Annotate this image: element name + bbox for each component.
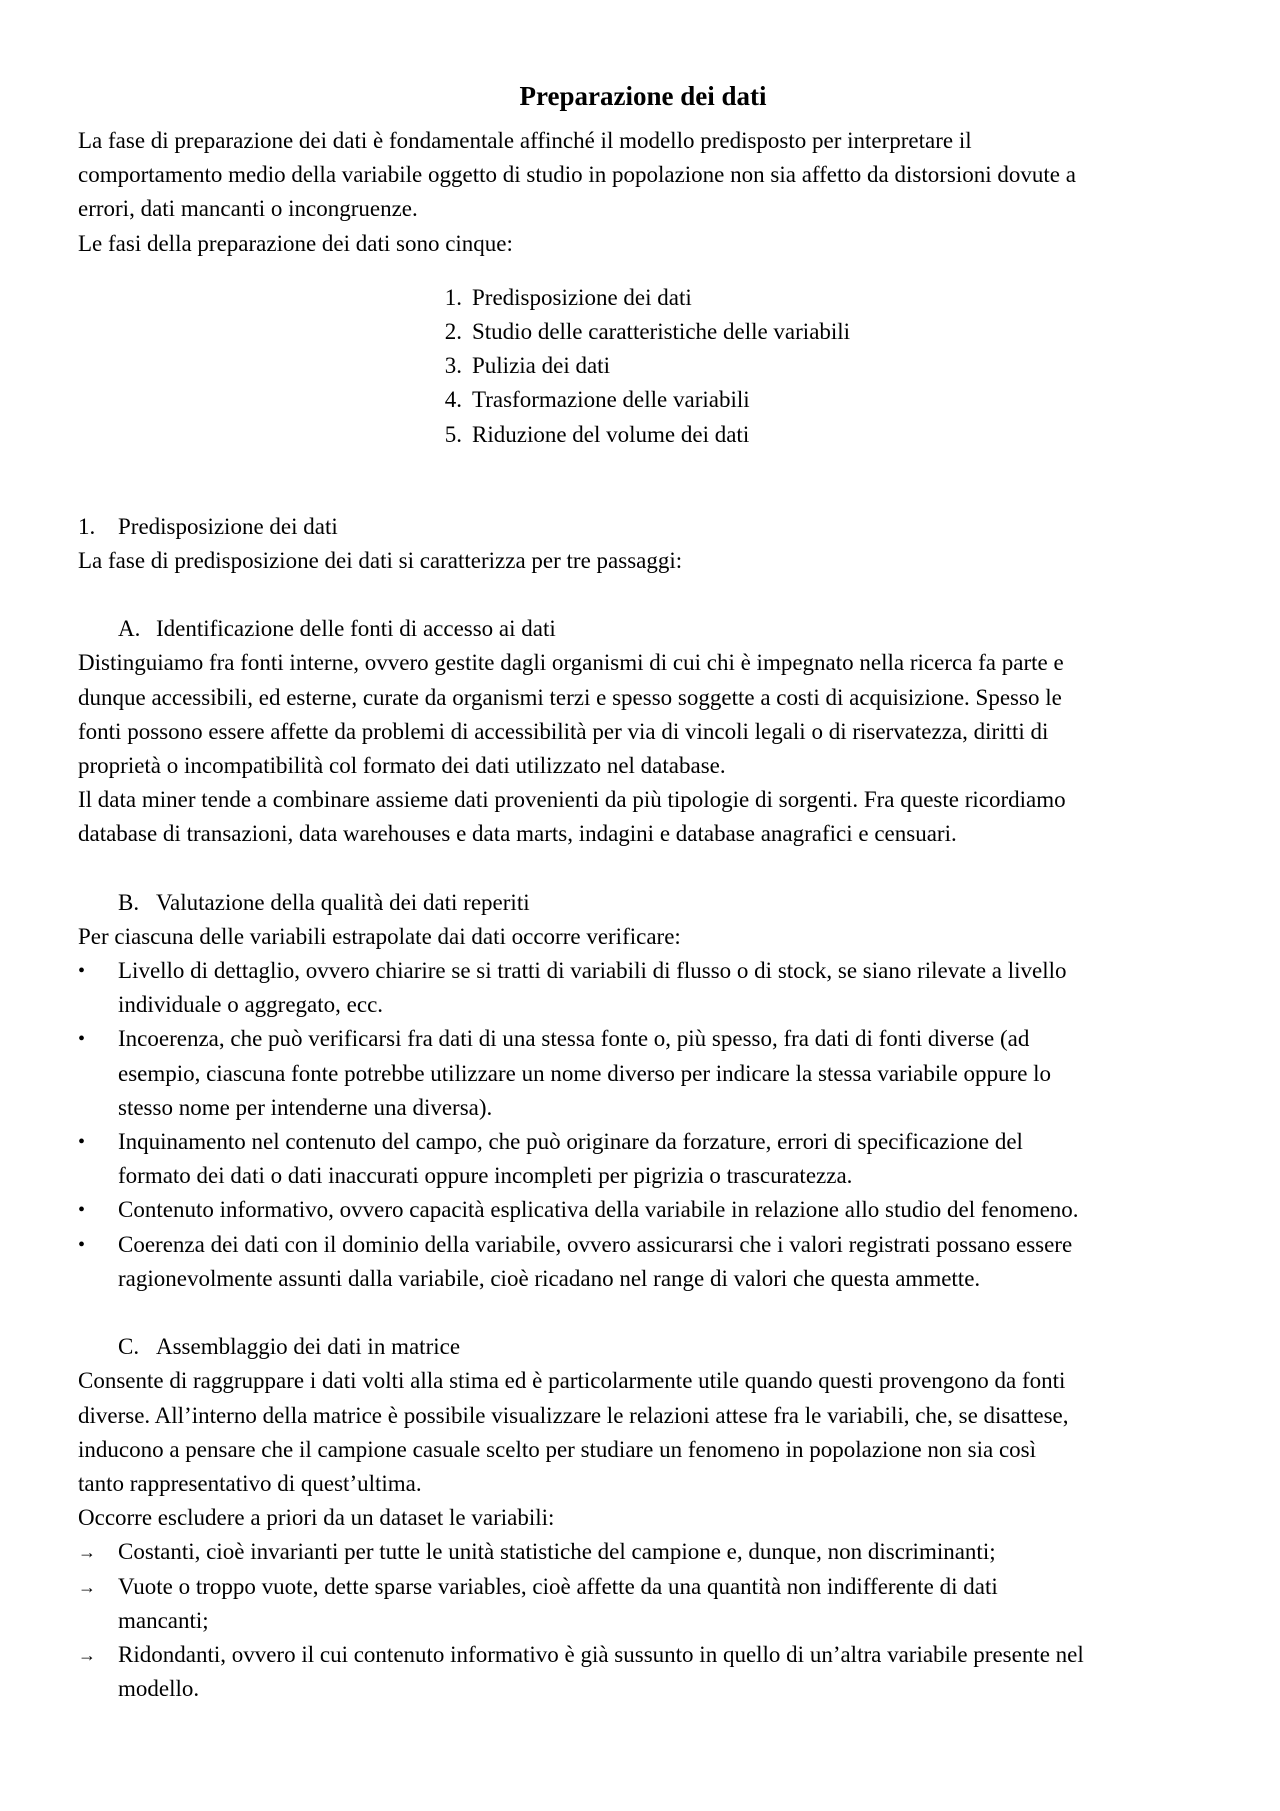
phase-label: Predisposizione dei dati — [472, 284, 692, 310]
paragraph-line: dunque accessibili, ed esterne, curate da organismi terzi e spesso soggette a costi di acquisizione. Spesso le — [78, 684, 1062, 710]
list-item-line: esempio, ciascuna fonte potrebbe utilizzare un nome diverso per indicare la stessa variabile oppure lo — [118, 1060, 1052, 1086]
quality-checks-list — [78, 954, 1208, 1296]
paragraph-line: Occorre escludere a priori da un dataset le variabili: — [78, 1505, 555, 1531]
section-intro: La fase di predisposizione dei dati si caratterizza per tre passaggi: — [78, 548, 683, 574]
phase-item — [422, 315, 1208, 349]
paragraph-line: database di transazioni, data warehouses e data marts, indagini e database anagrafici e censuari. — [78, 821, 957, 847]
subsection-intro: Per ciascuna delle variabili estrapolate dai dati occorre verificare: — [78, 923, 681, 949]
phase-number: 1. — [444, 284, 462, 310]
bullet-icon: • — [78, 1199, 86, 1222]
phase-number: 2. — [444, 319, 462, 345]
list-item-line: mancanti; — [118, 1607, 209, 1633]
section-title: Predisposizione dei dati — [118, 513, 338, 539]
list-item — [78, 954, 1208, 1022]
subsection-heading-b — [78, 886, 1208, 920]
list-item — [78, 1022, 1208, 1125]
paragraph-line: Il data miner tende a combinare assieme dati provenienti da più tipologie di sorgenti. Fra queste ricordiamo — [78, 787, 1066, 813]
phase-label: Riduzione del volume dei dati — [472, 421, 750, 447]
paragraph-line: tanto rappresentativo di quest’ultima. — [78, 1470, 422, 1496]
phase-number: 5. — [444, 421, 462, 447]
bullet-icon: • — [78, 1233, 86, 1256]
bullet-icon: • — [78, 1131, 86, 1154]
list-item — [78, 1228, 1208, 1296]
bullet-icon: • — [78, 960, 86, 983]
subsection-heading-c — [78, 1330, 1208, 1364]
bullet-icon: • — [78, 1028, 86, 1051]
phases-list — [422, 281, 1208, 452]
phase-item — [422, 383, 1208, 417]
paragraph-line: diverse. All’interno della matrice è possibile visualizzare le relazioni attese fra le variabili, che, se disattese, — [78, 1402, 1069, 1428]
list-item-line: Costanti, cioè invarianti per tutte le unità statistiche del campione e, dunque, non discriminanti; — [118, 1539, 996, 1565]
arrow-right-icon: → — [78, 1542, 96, 1563]
phase-number: 4. — [444, 387, 462, 413]
phase-label: Pulizia dei dati — [472, 353, 610, 379]
section-heading — [78, 510, 1208, 544]
excluded-variables-list — [78, 1535, 1208, 1706]
subsection-title: Valutazione della qualità dei dati reperiti — [156, 889, 530, 915]
paragraph-line: Distinguiamo fra fonti interne, ovvero gestite dagli organismi di cui chi è impegnato nella ricerca fa parte e — [78, 650, 1064, 676]
intro-line: comportamento medio della variabile oggetto di studio in popolazione non sia affetto da distorsioni dovute a — [78, 162, 1076, 188]
phase-label: Trasformazione delle variabili — [472, 387, 750, 413]
list-item-line: ragionevolmente assunti dalla variabile, cioè ricadano nel range di valori che questa ammette. — [118, 1265, 981, 1291]
paragraph-line: fonti possono essere affette da problemi di accessibilità per via di vincoli legali o di riservatezza, diritti di — [78, 718, 1049, 744]
list-item — [78, 1535, 1208, 1569]
intro-line: La fase di preparazione dei dati è fondamentale affinché il modello predisposto per interpretare il — [78, 128, 972, 153]
list-item-line: Contenuto informativo, ovvero capacità esplicativa della variabile in relazione allo studio del fenomeno. — [118, 1197, 1079, 1223]
paragraph-line: Consente di raggruppare i dati volti alla stima ed è particolarmente utile quando questi provengono da fonti — [78, 1368, 1066, 1394]
list-item-line: formato dei dati o dati inaccurati oppure incompleti per pigrizia o trascuratezza. — [118, 1163, 853, 1189]
list-item — [78, 1570, 1208, 1638]
arrow-right-icon: → — [78, 1644, 96, 1665]
phase-item — [422, 349, 1208, 383]
list-item-line: Coerenza dei dati con il dominio della variabile, ovvero assicurarsi che i valori registrati possano essere — [118, 1231, 1073, 1257]
phase-item — [422, 418, 1208, 452]
paragraph-line: inducono a pensare che il campione casuale scelto per studiare un fenomeno in popolazione non sia così — [78, 1436, 1037, 1462]
list-item-line: Ridondanti, ovvero il cui contenuto informativo è già sussunto in quello di un’altra variabile presente nel — [118, 1641, 1084, 1667]
intro-line: errori, dati mancanti o incongruenze. — [78, 196, 418, 222]
intro-line: Le fasi della preparazione dei dati sono cinque: — [78, 230, 513, 256]
phase-item — [422, 281, 1208, 315]
section-number: 1. — [78, 513, 96, 539]
list-item-line: Livello di dettaglio, ovvero chiarire se si tratti di variabili di flusso o di stock, se siano rilevate a livello — [118, 958, 1067, 984]
subsection-heading-a — [78, 612, 1208, 646]
list-item — [78, 1638, 1208, 1706]
list-item-line: modello. — [118, 1676, 200, 1702]
page-title: Preparazione dei dati — [519, 81, 767, 111]
subsection-letter: B. — [118, 889, 140, 915]
paragraph-line: proprietà o incompatibilità col formato dei dati utilizzato nel database. — [78, 753, 726, 779]
list-item — [78, 1193, 1208, 1227]
list-item-line: individuale o aggregato, ecc. — [118, 992, 384, 1018]
list-item-line: Incoerenza, che può verificarsi fra dati di una stessa fonte o, più spesso, fra dati di fonti diverse (ad — [118, 1026, 1030, 1052]
phase-number: 3. — [444, 353, 462, 379]
list-item-line: Vuote o troppo vuote, dette sparse variables, cioè affette da una quantità non indifferente di dati — [118, 1573, 998, 1599]
list-item-line: Inquinamento nel contenuto del campo, che può originare da forzature, errori di specificazione del — [118, 1129, 1023, 1155]
phase-label: Studio delle caratteristiche delle variabili — [472, 319, 851, 345]
subsection-title: Assemblaggio dei dati in matrice — [156, 1334, 461, 1360]
list-item — [78, 1125, 1208, 1193]
document-body — [78, 76, 1208, 1706]
list-item-line: stesso nome per intenderne una diversa). — [118, 1094, 493, 1120]
subsection-letter: A. — [118, 616, 141, 642]
subsection-title: Identificazione delle fonti di accesso ai dati — [156, 616, 556, 642]
subsection-letter: C. — [118, 1334, 140, 1360]
arrow-right-icon: → — [78, 1576, 96, 1597]
